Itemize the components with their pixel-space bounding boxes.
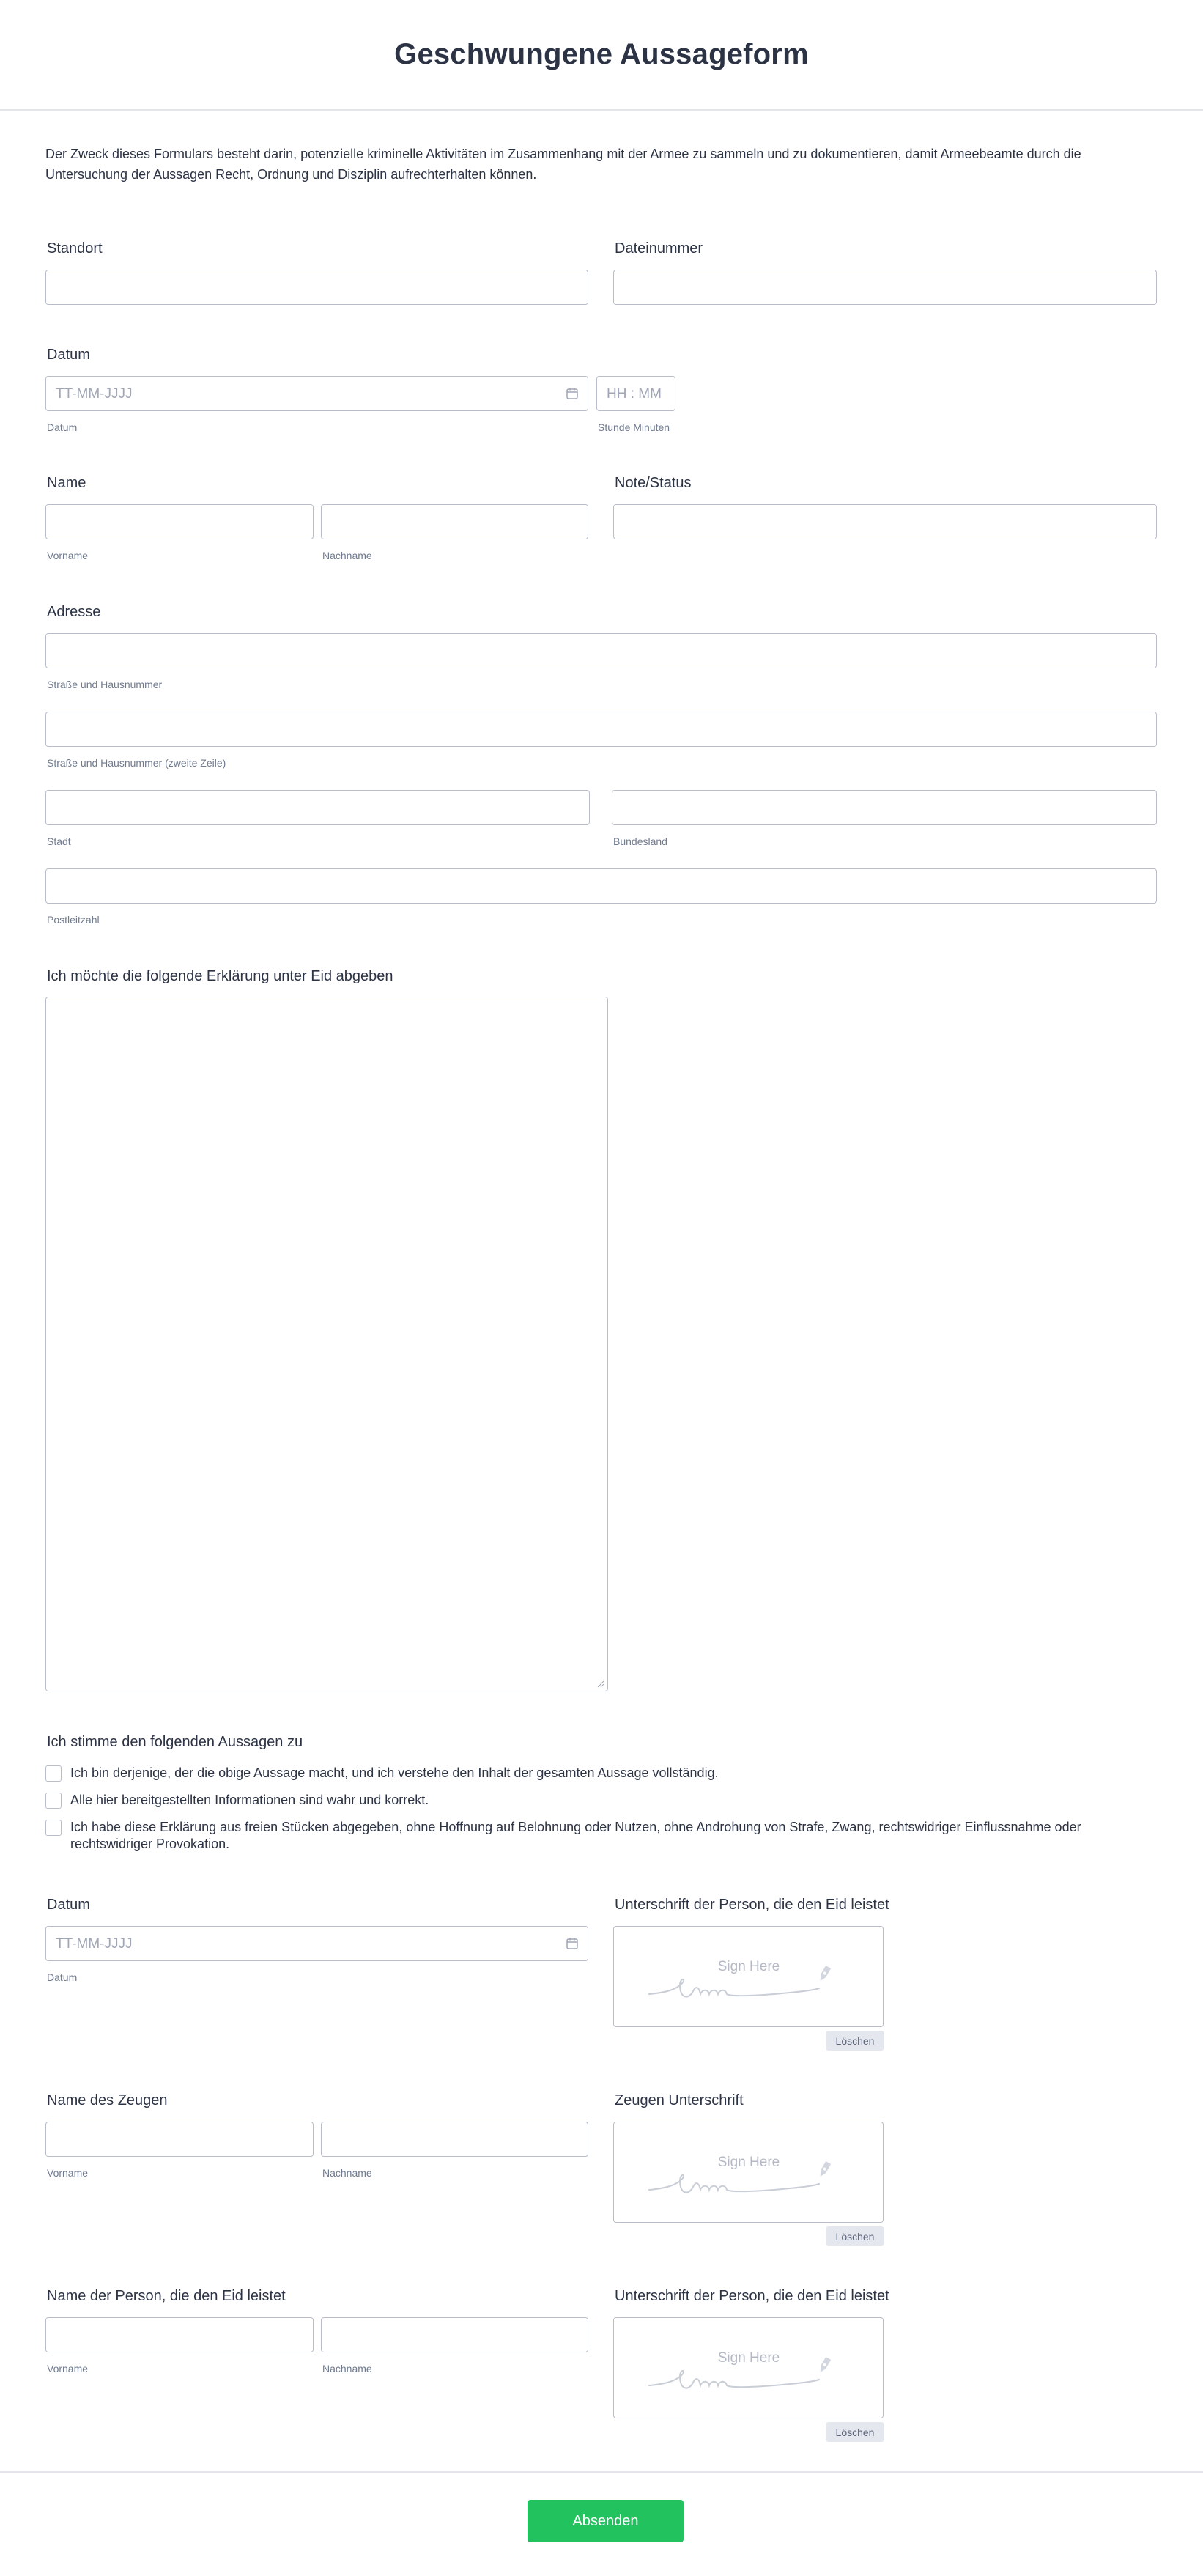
agreement-label: Alle hier bereitgestellten Informationen sind wahr und korrekt. xyxy=(70,1793,429,1807)
oath-signature-pad[interactable] xyxy=(613,2317,884,2418)
agreement-label: Ich bin derjenige, der die obige Aussage macht, und ich verstehe den Inhalt der gesamten Aussage vollständig. xyxy=(70,1765,719,1780)
city-sublabel: Stadt xyxy=(47,835,71,847)
calendar-icon[interactable] xyxy=(566,1937,579,1950)
oath-last-name-input[interactable] xyxy=(321,2317,588,2352)
date2-sublabel: Datum xyxy=(47,1971,78,1983)
clear-signature-button[interactable]: Löschen xyxy=(826,2031,884,2051)
street-sublabel: Straße und Hausnummer xyxy=(47,679,163,690)
agreement-checkbox[interactable] xyxy=(45,1820,62,1836)
city-input[interactable] xyxy=(45,790,590,825)
witness-last-name-input[interactable] xyxy=(321,2122,588,2157)
pen-icon xyxy=(818,2357,831,2374)
form-title: Geschwungene Aussageform xyxy=(394,38,809,70)
street2-sublabel: Straße und Hausnummer (zweite Zeile) xyxy=(47,757,226,769)
state-input[interactable] xyxy=(612,790,1157,825)
sign-here-text: Sign Here xyxy=(717,2350,780,2366)
name-label: Name xyxy=(47,475,86,491)
witness-last-name-sublabel: Nachname xyxy=(322,2167,372,2179)
agreement-item[interactable] xyxy=(45,1792,1159,1809)
last-name-sublabel: Nachname xyxy=(322,550,372,561)
pen-icon xyxy=(818,2161,831,2178)
agreement-checkbox[interactable] xyxy=(45,1765,62,1782)
date-sublabel: Datum xyxy=(47,421,78,433)
form-header xyxy=(0,0,1203,111)
state-sublabel: Bundesland xyxy=(613,835,667,847)
form-description: Der Zweck dieses Formulars besteht darin, potenzielle kriminelle Aktivitäten im Zusammenhang mit der Armee zu sammeln und zu dokumentieren, damit Armeebeamte durch die Untersuchung der Aussagen Recht, Ordnung und Disziplin aufrechterhalten können. xyxy=(45,147,1081,182)
datum2-label: Datum xyxy=(47,1897,90,1913)
dateinummer-label: Dateinummer xyxy=(615,240,703,257)
dateinummer-input[interactable] xyxy=(613,270,1157,305)
witness-name-label: Name des Zeugen xyxy=(47,2092,168,2108)
oath-first-name-sublabel: Vorname xyxy=(47,2363,89,2374)
agreement-label: Ich habe diese Erklärung aus freien Stücken abgegeben, ohne Hoffnung auf Belohnung oder Nutzen, ohne Androhung von Strafe, Zwang, rechtswidriger Einflussnahme oder rechtswidriger Provokation. xyxy=(70,1820,1081,1851)
first-name-input[interactable] xyxy=(45,504,314,539)
time-placeholder: HH : MM xyxy=(607,386,662,402)
oath-name-label: Name der Person, die den Eid leistet xyxy=(47,2288,286,2304)
note-status-input[interactable] xyxy=(613,504,1157,539)
street2-input[interactable] xyxy=(45,712,1157,747)
witness-signature-pad[interactable] xyxy=(613,2122,884,2223)
zip-sublabel: Postleitzahl xyxy=(47,914,100,926)
note-status-label: Note/Status xyxy=(615,475,692,491)
submit-button[interactable]: Absenden xyxy=(528,2500,684,2542)
agreement-item[interactable] xyxy=(45,1819,1159,1853)
clear-witness-signature-button[interactable]: Löschen xyxy=(826,2226,884,2246)
pen-icon xyxy=(818,1966,831,1982)
last-name-input[interactable] xyxy=(321,504,588,539)
oath-last-name-sublabel: Nachname xyxy=(322,2363,372,2374)
standort-label: Standort xyxy=(47,240,103,257)
oath-first-name-input[interactable] xyxy=(45,2317,314,2352)
adresse-label: Adresse xyxy=(47,604,101,620)
signature-oath-label: Unterschrift der Person, die den Eid leistet xyxy=(615,1897,889,1913)
date2-placeholder: TT-MM-JJJJ xyxy=(56,1936,133,1952)
time-input[interactable] xyxy=(596,376,675,411)
street-input[interactable] xyxy=(45,633,1157,668)
witness-first-name-sublabel: Vorname xyxy=(47,2167,89,2179)
agreement-checkbox[interactable] xyxy=(45,1793,62,1809)
witness-first-name-input[interactable] xyxy=(45,2122,314,2157)
date2-input[interactable] xyxy=(45,1926,588,1961)
zip-input[interactable] xyxy=(45,868,1157,904)
first-name-sublabel: Vorname xyxy=(47,550,89,561)
sign-here-text: Sign Here xyxy=(717,1959,780,1974)
date-placeholder: TT-MM-JJJJ xyxy=(56,386,133,402)
date-input[interactable] xyxy=(45,376,588,411)
signature-oath2-label: Unterschrift der Person, die den Eid leistet xyxy=(615,2288,889,2304)
statement-textarea[interactable] xyxy=(45,997,608,1691)
sign-here-text: Sign Here xyxy=(717,2155,780,2170)
time-sublabel: Stunde Minuten xyxy=(598,421,670,433)
footer-divider xyxy=(0,2471,1203,2473)
datum-label: Datum xyxy=(47,347,90,363)
agreement-item[interactable] xyxy=(45,1765,1159,1782)
statement-label: Ich möchte die folgende Erklärung unter Eid abgeben xyxy=(47,968,393,984)
clear-oath-signature-button[interactable]: Löschen xyxy=(826,2422,884,2442)
resize-grip-icon[interactable] xyxy=(596,1679,604,1688)
witness-signature-label: Zeugen Unterschrift xyxy=(615,2092,744,2108)
agreements-label: Ich stimme den folgenden Aussagen zu xyxy=(47,1734,303,1750)
calendar-icon[interactable] xyxy=(566,387,579,400)
standort-input[interactable] xyxy=(45,270,588,305)
signature-pad[interactable] xyxy=(613,1926,884,2027)
